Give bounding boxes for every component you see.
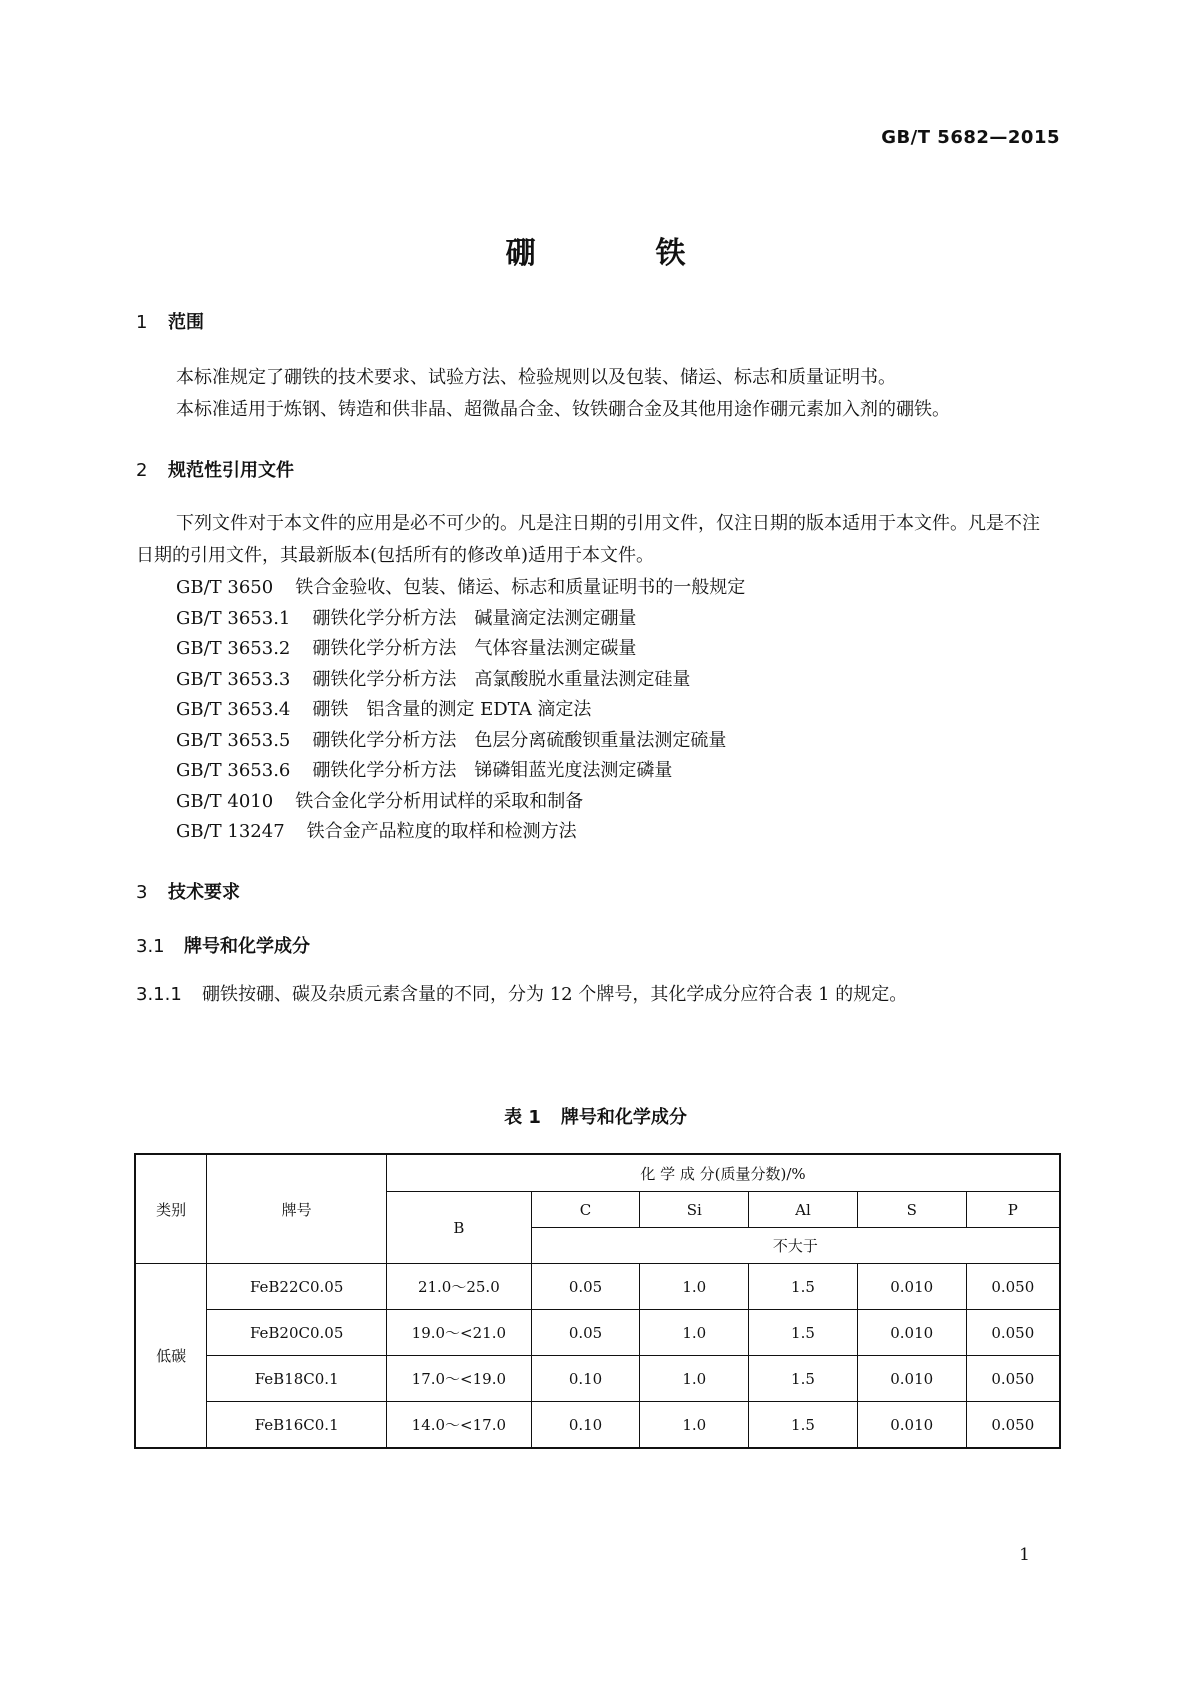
composition-table — [134, 1153, 1061, 1449]
reference-code: GB/T 4010 — [176, 791, 274, 812]
title-char-2: 铁 — [655, 236, 686, 271]
table-caption — [0, 1103, 1191, 1129]
al-cell: 1.5 — [749, 1264, 858, 1310]
reference-item — [176, 756, 672, 782]
header-element-s: S — [857, 1192, 966, 1228]
reference-item — [176, 787, 583, 813]
reference-item — [176, 573, 745, 599]
reference-item — [176, 817, 577, 843]
si-cell: 1.0 — [640, 1402, 749, 1449]
clause-number: 3.1.1 — [136, 984, 182, 1005]
header-element-c: C — [531, 1192, 640, 1228]
reference-title: 硼铁化学分析方法 色层分离硫酸钡重量法测定硫量 — [312, 730, 727, 751]
standard-code: GB/T 5682—2015 — [881, 127, 1060, 148]
reference-title: 铁合金验收、包装、储运、标志和质量证明书的一般规定 — [295, 577, 746, 598]
subsection-3-1-heading — [136, 932, 310, 958]
b-cell: 19.0～<21.0 — [387, 1310, 532, 1356]
c-cell: 0.05 — [531, 1310, 640, 1356]
reference-item — [176, 726, 726, 752]
grade-cell: FeB18C0.1 — [207, 1356, 387, 1402]
b-cell: 21.0～25.0 — [387, 1264, 532, 1310]
header-element-si: Si — [640, 1192, 749, 1228]
page-number: 1 — [1019, 1545, 1030, 1565]
al-cell: 1.5 — [749, 1402, 858, 1449]
s-cell: 0.010 — [857, 1264, 966, 1310]
scope-paragraph-2: 本标准适用于炼钢、铸造和供非晶、超微晶合金、钕铁硼合金及其他用途作硼元素加入剂的硼铁。 — [176, 399, 950, 420]
s-cell: 0.010 — [857, 1402, 966, 1449]
c-cell: 0.10 — [531, 1402, 640, 1449]
reference-item — [176, 634, 636, 660]
grade-cell: FeB16C0.1 — [207, 1402, 387, 1449]
section-number: 2 — [136, 460, 148, 481]
reference-code: GB/T 3653.1 — [176, 608, 291, 629]
reference-item — [176, 695, 591, 721]
c-cell: 0.05 — [531, 1264, 640, 1310]
section-title: 技术要求 — [168, 882, 240, 903]
p-cell: 0.050 — [966, 1310, 1060, 1356]
section-2-heading — [136, 456, 294, 482]
document-title — [0, 228, 1191, 272]
reference-item — [176, 604, 636, 630]
clause-text: 硼铁按硼、碳及杂质元素含量的不同，分为 12 个牌号，其化学成分应符合表 1 的规定。 — [202, 984, 908, 1005]
subsection-title: 牌号和化学成分 — [184, 936, 310, 957]
title-char-1: 硼 — [505, 236, 536, 271]
table-row — [135, 1310, 1060, 1356]
table-number: 表 1 — [504, 1107, 541, 1128]
reference-title: 硼铁 铝含量的测定 EDTA 滴定法 — [312, 699, 592, 720]
header-element-al: Al — [749, 1192, 858, 1228]
si-cell: 1.0 — [640, 1310, 749, 1356]
reference-title: 硼铁化学分析方法 锑磷钼蓝光度法测定磷量 — [312, 760, 673, 781]
reference-title: 硼铁化学分析方法 气体容量法测定碳量 — [312, 638, 637, 659]
reference-title: 硼铁化学分析方法 高氯酸脱水重量法测定硅量 — [312, 669, 691, 690]
section-3-heading — [136, 878, 240, 904]
c-cell: 0.10 — [531, 1356, 640, 1402]
al-cell: 1.5 — [749, 1310, 858, 1356]
section-1-heading — [136, 308, 204, 334]
grade-cell: FeB22C0.05 — [207, 1264, 387, 1310]
header-element-b: B — [387, 1192, 532, 1264]
p-cell: 0.050 — [966, 1402, 1060, 1449]
header-max-note: 不大于 — [531, 1228, 1060, 1264]
section-title: 规范性引用文件 — [168, 460, 294, 481]
header-grade: 牌号 — [207, 1154, 387, 1264]
section-number: 3 — [136, 882, 148, 903]
table-title: 牌号和化学成分 — [560, 1107, 687, 1128]
b-cell: 17.0～<19.0 — [387, 1356, 532, 1402]
p-cell: 0.050 — [966, 1264, 1060, 1310]
s-cell: 0.010 — [857, 1356, 966, 1402]
reference-title: 铁合金产品粒度的取样和检测方法 — [306, 821, 577, 842]
header-category: 类别 — [135, 1154, 207, 1264]
reference-item — [176, 665, 690, 691]
scope-paragraph-1: 本标准规定了硼铁的技术要求、试验方法、检验规则以及包装、储运、标志和质量证明书。 — [176, 367, 896, 388]
reference-title: 硼铁化学分析方法 碱量滴定法测定硼量 — [312, 608, 637, 629]
p-cell: 0.050 — [966, 1356, 1060, 1402]
grade-cell: FeB20C0.05 — [207, 1310, 387, 1356]
reference-code: GB/T 3653.5 — [176, 730, 291, 751]
header-element-p: P — [966, 1192, 1060, 1228]
si-cell: 1.0 — [640, 1356, 749, 1402]
references-intro: 下列文件对于本文件的应用是必不可少的。凡是注日期的引用文件，仅注日期的版本适用于本文件。凡是不注日期的引用文件，其最新版本(包括所有的修改单)适用于本文件。 — [136, 513, 1040, 566]
table-row — [135, 1264, 1060, 1310]
reference-code: GB/T 3653.6 — [176, 760, 291, 781]
reference-code: GB/T 13247 — [176, 821, 285, 842]
s-cell: 0.010 — [857, 1310, 966, 1356]
subsection-number: 3.1 — [136, 936, 165, 957]
category-cell: 低碳 — [135, 1264, 207, 1449]
reference-code: GB/T 3650 — [176, 577, 274, 598]
reference-code: GB/T 3653.3 — [176, 669, 291, 690]
header-composition: 化 学 成 分(质量分数)/% — [387, 1154, 1060, 1192]
section-title: 范围 — [168, 312, 204, 333]
clause-3-1-1 — [136, 980, 907, 1006]
reference-title: 铁合金化学分析用试样的采取和制备 — [295, 791, 584, 812]
table-row — [135, 1356, 1060, 1402]
reference-code: GB/T 3653.4 — [176, 699, 291, 720]
b-cell: 14.0～<17.0 — [387, 1402, 532, 1449]
table-header-row — [135, 1154, 1060, 1192]
si-cell: 1.0 — [640, 1264, 749, 1310]
reference-code: GB/T 3653.2 — [176, 638, 291, 659]
table-row — [135, 1402, 1060, 1449]
section-number: 1 — [136, 312, 148, 333]
al-cell: 1.5 — [749, 1356, 858, 1402]
